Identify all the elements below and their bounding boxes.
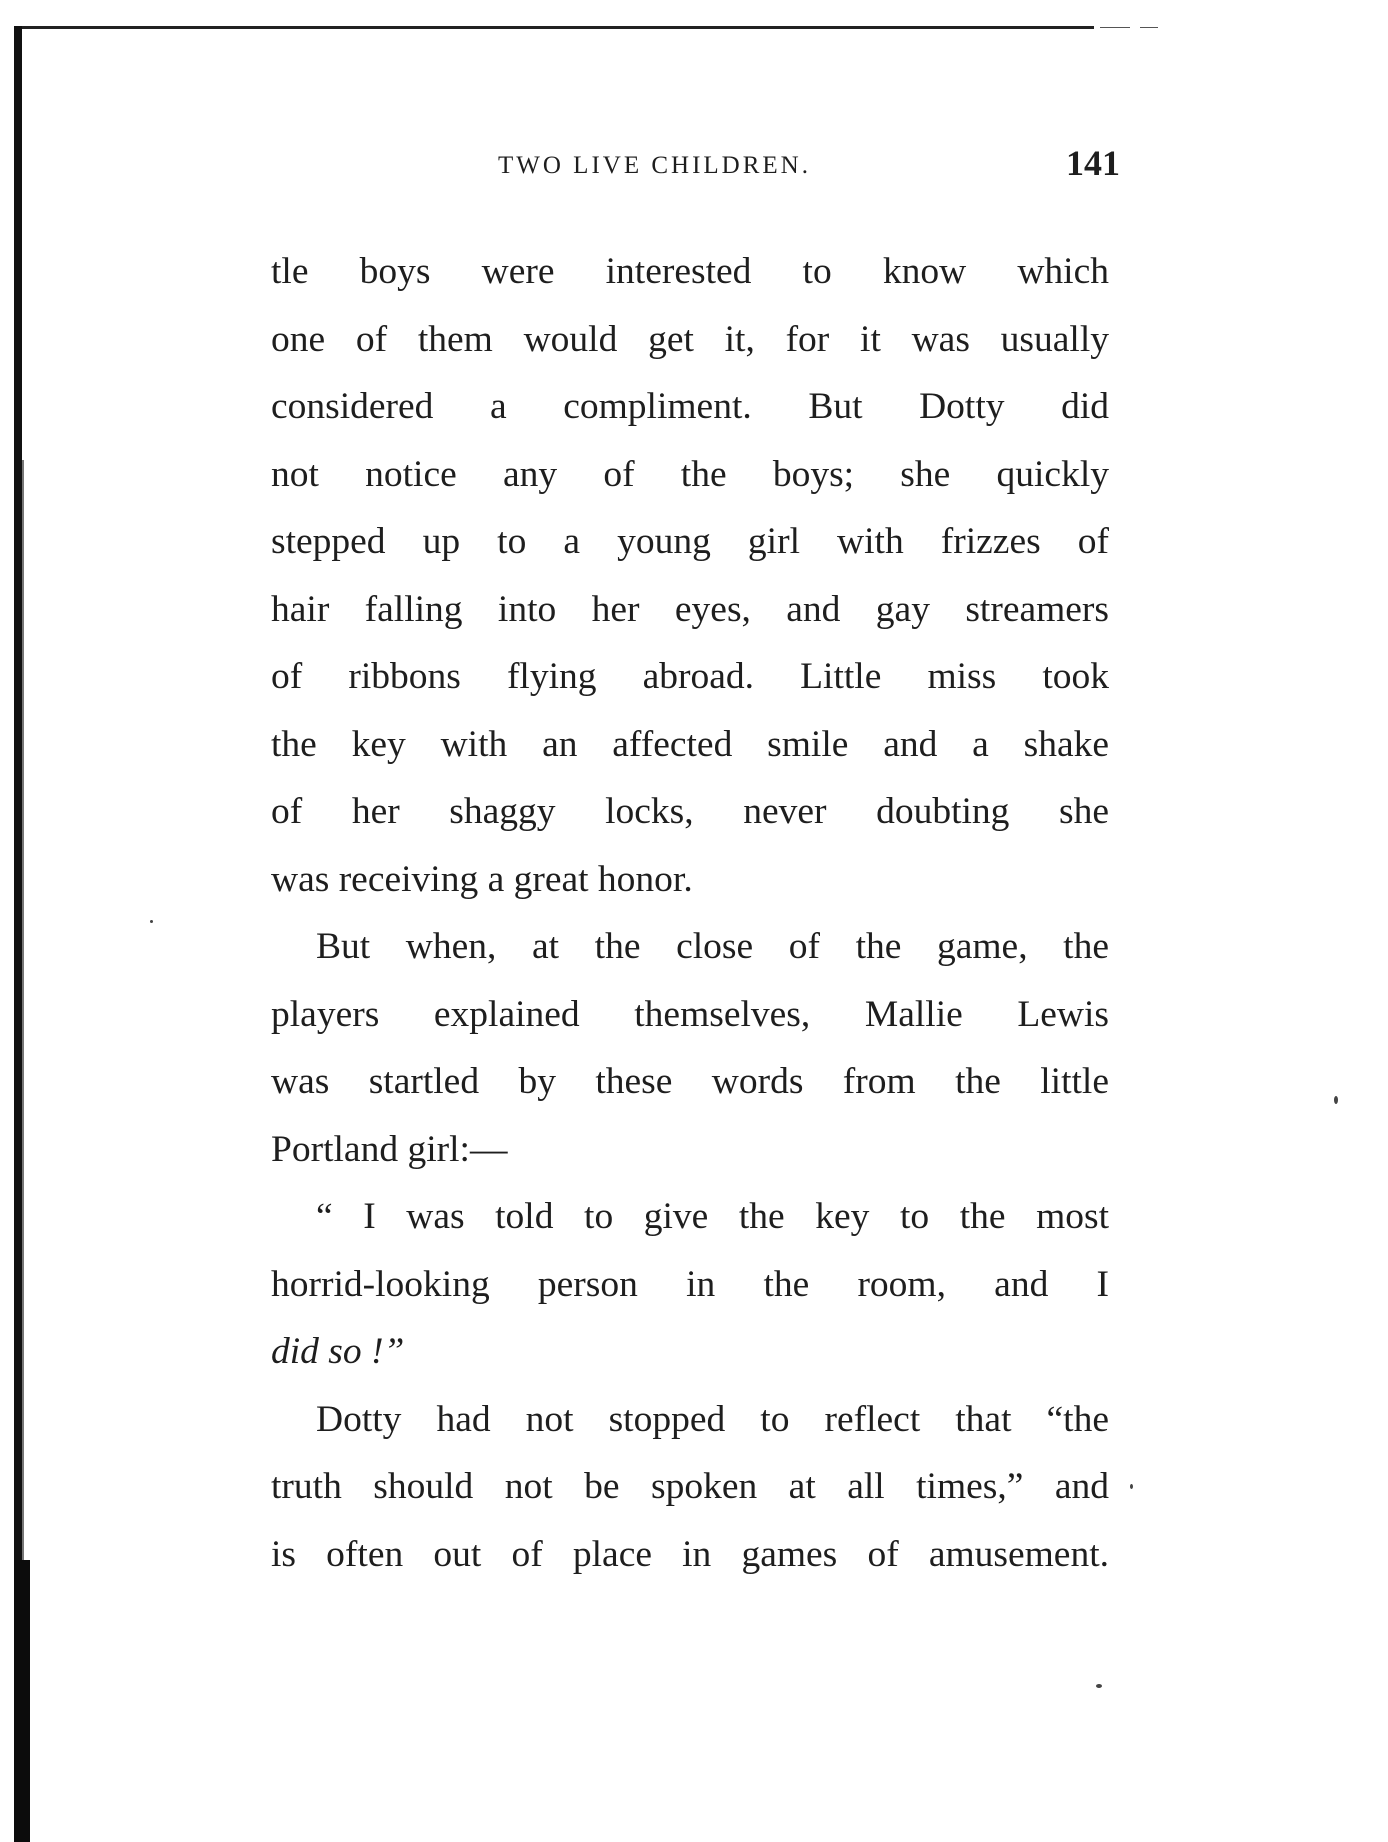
text-line: did so !”: [271, 1331, 405, 1372]
text-line: Dotty had not stopped to reflect that “the: [316, 1398, 1109, 1440]
text-line: tle boys were interested to know which: [271, 251, 1109, 292]
text-line: players explained themselves, Mallie Lewis: [271, 993, 1109, 1035]
text-line: was startled by these words from the little: [271, 1061, 1109, 1102]
text-line: truth should not be spoken at all times,” and: [271, 1466, 1109, 1507]
text-line: But when, at the close of the game, the: [316, 926, 1109, 967]
text-line: “ I was told to give the key to the most: [316, 1196, 1109, 1237]
page-number: 141: [1066, 143, 1120, 183]
text-line: considered a compliment. But Dotty did: [271, 386, 1109, 427]
text-line: hair falling into her eyes, and gay streamers: [271, 588, 1109, 630]
scan-speck: [1334, 1096, 1338, 1104]
body-text: [271, 238, 1109, 1588]
page-header: [270, 142, 1120, 192]
scan-spine-line: [22, 460, 24, 1660]
scan-speck: [1096, 1684, 1102, 1688]
text-line: not notice any of the boys; she quickly: [271, 453, 1109, 495]
text-line: stepped up to a young girl with frizzes of: [271, 521, 1109, 562]
text-line: one of them would get it, for it was usually: [271, 318, 1109, 360]
text-line: horrid-looking person in the room, and I: [271, 1263, 1109, 1305]
text-line: Portland girl:—: [271, 1128, 508, 1170]
scan-edge-dash: [1100, 27, 1130, 28]
text-line: the key with an affected smile and a shake: [271, 723, 1109, 765]
text-line: was receiving a great honor.: [271, 858, 693, 900]
scan-edge-top: [14, 26, 1094, 29]
running-title: TWO LIVE CHILDREN.: [498, 152, 811, 179]
scan-spine-bottom: [14, 1560, 30, 1842]
text-line: of her shaggy locks, never doubting she: [271, 791, 1109, 832]
text-line: of ribbons flying abroad. Little miss took: [271, 656, 1109, 697]
text-line: is often out of place in games of amusement.: [271, 1533, 1109, 1575]
scan-edge-dash: [1140, 27, 1158, 28]
scan-speck: [150, 920, 153, 923]
scan-speck: [1130, 1484, 1133, 1489]
